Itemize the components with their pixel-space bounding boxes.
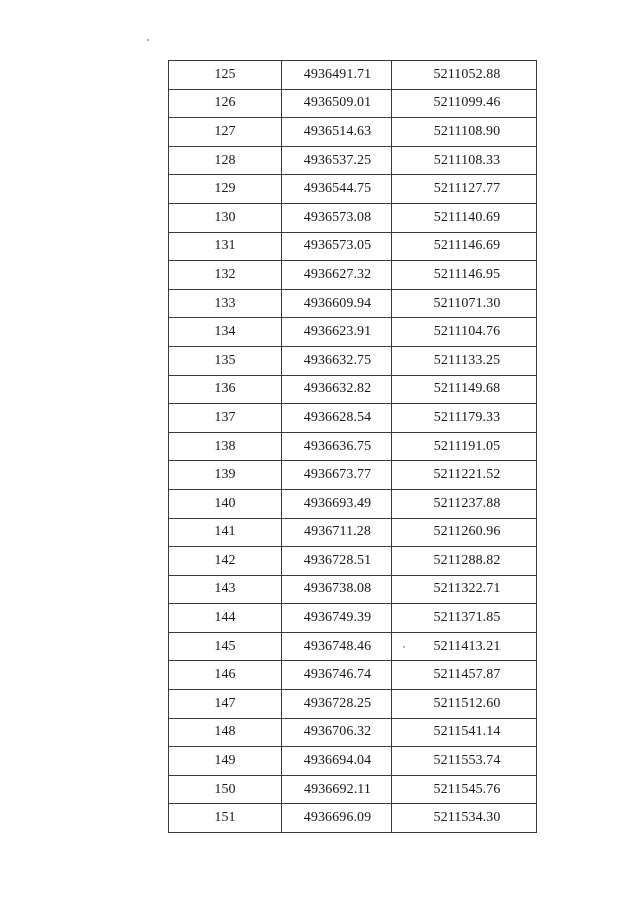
x-coordinate-cell: 4936738.08: [282, 575, 392, 604]
table-row: [169, 375, 537, 404]
point-number-cell: 139: [169, 461, 282, 490]
point-number-cell: 142: [169, 547, 282, 576]
point-number-cell: 125: [169, 61, 282, 90]
point-number-cell: 147: [169, 690, 282, 719]
y-coordinate-cell: 5211260.96: [392, 518, 537, 547]
y-coordinate-cell: 5211288.82: [392, 547, 537, 576]
y-coordinate-cell: 5211052.88: [392, 61, 537, 90]
x-coordinate-cell: 4936573.08: [282, 203, 392, 232]
x-coordinate-cell: 4936711.28: [282, 518, 392, 547]
y-coordinate-cell: 5211179.33: [392, 404, 537, 433]
x-coordinate-cell: 4936537.25: [282, 146, 392, 175]
y-coordinate-cell: 5211512.60: [392, 690, 537, 719]
point-number-cell: 150: [169, 775, 282, 804]
table-row: [169, 203, 537, 232]
x-coordinate-cell: 4936573.05: [282, 232, 392, 261]
y-coordinate-cell: 5211140.69: [392, 203, 537, 232]
point-number-cell: 132: [169, 261, 282, 290]
table-row: [169, 232, 537, 261]
point-number-cell: 145: [169, 632, 282, 661]
point-number-cell: 136: [169, 375, 282, 404]
y-coordinate-cell: 5211108.90: [392, 118, 537, 147]
y-coordinate-cell: 5211545.76: [392, 775, 537, 804]
y-coordinate-cell: 5211146.69: [392, 232, 537, 261]
y-coordinate-cell: 5211071.30: [392, 289, 537, 318]
table-row: [169, 804, 537, 833]
table-row: [169, 146, 537, 175]
point-number-cell: 130: [169, 203, 282, 232]
y-coordinate-cell: 5211149.68: [392, 375, 537, 404]
table-row: [169, 718, 537, 747]
y-coordinate-cell: 5211322.71: [392, 575, 537, 604]
point-number-cell: 141: [169, 518, 282, 547]
y-coordinate-cell: 5211133.25: [392, 346, 537, 375]
table-row: [169, 775, 537, 804]
x-coordinate-cell: 4936628.54: [282, 404, 392, 433]
x-coordinate-cell: 4936509.01: [282, 89, 392, 118]
x-coordinate-cell: 4936706.32: [282, 718, 392, 747]
point-number-cell: 149: [169, 747, 282, 776]
x-coordinate-cell: 4936673.77: [282, 461, 392, 490]
table-row: [169, 404, 537, 433]
x-coordinate-cell: 4936692.11: [282, 775, 392, 804]
point-number-cell: 146: [169, 661, 282, 690]
point-number-cell: 134: [169, 318, 282, 347]
point-number-cell: 143: [169, 575, 282, 604]
y-coordinate-cell: 5211191.05: [392, 432, 537, 461]
table-row: [169, 289, 537, 318]
point-number-cell: 140: [169, 489, 282, 518]
table-row: [169, 575, 537, 604]
table-row: [169, 661, 537, 690]
point-number-cell: 131: [169, 232, 282, 261]
y-coordinate-cell: 5211553.74: [392, 747, 537, 776]
point-number-cell: 151: [169, 804, 282, 833]
y-coordinate-cell: 5211534.30: [392, 804, 537, 833]
point-number-cell: 133: [169, 289, 282, 318]
x-coordinate-cell: 4936514.63: [282, 118, 392, 147]
y-coordinate-cell: 5211237.88: [392, 489, 537, 518]
table-row: [169, 175, 537, 204]
y-coordinate-cell: 5211413.21: [392, 632, 537, 661]
y-coordinate-cell: 5211127.77: [392, 175, 537, 204]
y-coordinate-cell: 5211108.33: [392, 146, 537, 175]
point-number-cell: 137: [169, 404, 282, 433]
table-row: [169, 118, 537, 147]
table-row: [169, 518, 537, 547]
table-row: [169, 61, 537, 90]
table-row: [169, 604, 537, 633]
point-number-cell: 129: [169, 175, 282, 204]
x-coordinate-cell: 4936728.51: [282, 547, 392, 576]
table-row: [169, 690, 537, 719]
x-coordinate-cell: 4936694.04: [282, 747, 392, 776]
y-coordinate-cell: 5211146.95: [392, 261, 537, 290]
point-number-cell: 138: [169, 432, 282, 461]
x-coordinate-cell: 4936693.49: [282, 489, 392, 518]
table-row: [169, 632, 537, 661]
table-row: [169, 489, 537, 518]
x-coordinate-cell: 4936609.94: [282, 289, 392, 318]
x-coordinate-cell: 4936632.82: [282, 375, 392, 404]
x-coordinate-cell: 4936632.75: [282, 346, 392, 375]
y-coordinate-cell: 5211221.52: [392, 461, 537, 490]
y-coordinate-cell: 5211371.85: [392, 604, 537, 633]
x-coordinate-cell: 4936636.75: [282, 432, 392, 461]
x-coordinate-cell: 4936748.46: [282, 632, 392, 661]
point-number-cell: 126: [169, 89, 282, 118]
y-coordinate-cell: 5211104.76: [392, 318, 537, 347]
y-coordinate-cell: 5211541.14: [392, 718, 537, 747]
table-row: [169, 547, 537, 576]
point-number-cell: 127: [169, 118, 282, 147]
x-coordinate-cell: 4936696.09: [282, 804, 392, 833]
scan-speck: [147, 39, 149, 41]
x-coordinate-cell: 4936491.71: [282, 61, 392, 90]
x-coordinate-cell: 4936728.25: [282, 690, 392, 719]
table-row: [169, 346, 537, 375]
x-coordinate-cell: 4936746.74: [282, 661, 392, 690]
table-row: [169, 318, 537, 347]
x-coordinate-cell: 4936749.39: [282, 604, 392, 633]
point-number-cell: 144: [169, 604, 282, 633]
point-number-cell: 135: [169, 346, 282, 375]
coordinate-table: [168, 60, 537, 833]
table-row: [169, 432, 537, 461]
table-row: [169, 261, 537, 290]
table-row: [169, 461, 537, 490]
y-coordinate-cell: 5211457.87: [392, 661, 537, 690]
x-coordinate-cell: 4936544.75: [282, 175, 392, 204]
x-coordinate-cell: 4936627.32: [282, 261, 392, 290]
coordinate-table-body: [169, 61, 537, 833]
table-row: [169, 747, 537, 776]
point-number-cell: 148: [169, 718, 282, 747]
table-row: [169, 89, 537, 118]
y-coordinate-cell: 5211099.46: [392, 89, 537, 118]
point-number-cell: 128: [169, 146, 282, 175]
x-coordinate-cell: 4936623.91: [282, 318, 392, 347]
